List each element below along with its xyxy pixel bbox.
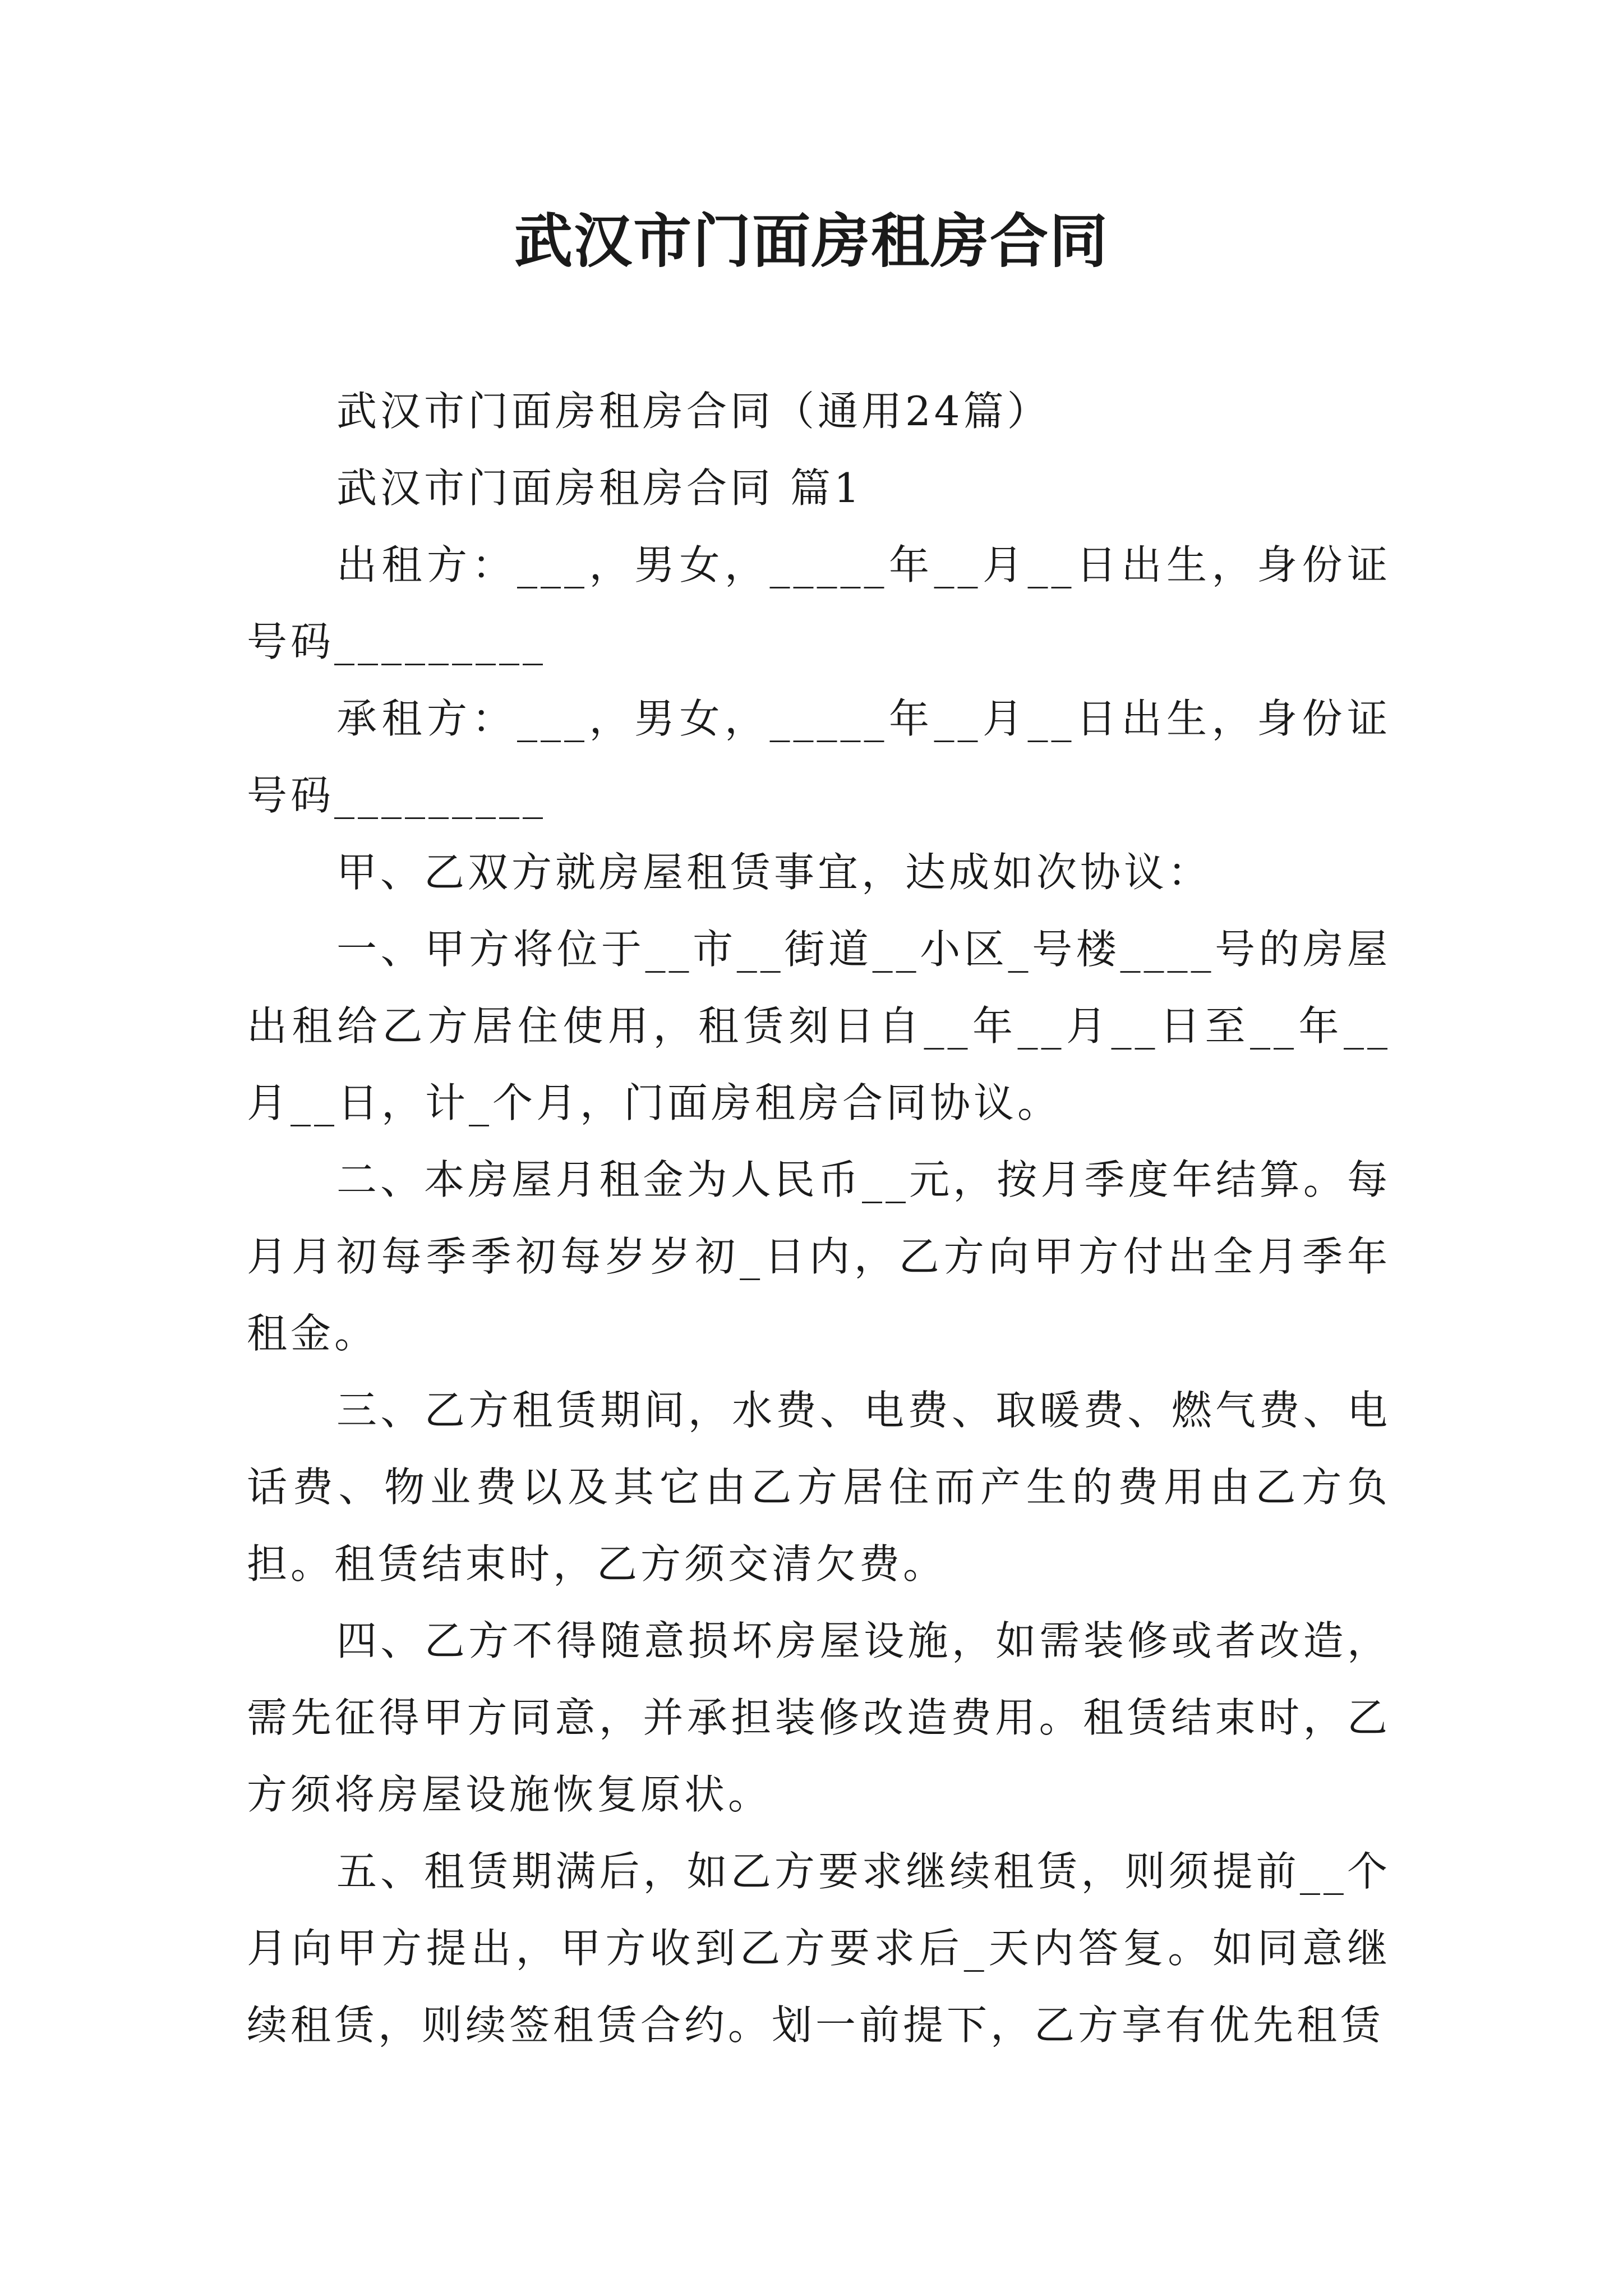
paragraph-clause-3: 三、乙方租赁期间，水费、电费、取暖费、燃气费、电话费、物业费以及其它由乙方居住而产生的费用由乙方负担。租赁结束时，乙方须交清欠费。 (247, 1387, 1391, 1588)
paragraph-lessee: 承租方：___，男女，_____年__月__日出生，身份证号码_________ (247, 695, 1391, 819)
paragraph-clause-2: 二、本房屋月租金为人民币__元，按月季度年结算。每月月初每季季初每岁岁初_日内，乙方向甲方付出全月季年租金。 (247, 1156, 1391, 1357)
paragraph-clause-4: 四、乙方不得随意损坏房屋设施，如需装修或者改造，需先征得甲方同意，并承担装修改造费用。租赁结束时，乙方须将房屋设施恢复原状。 (247, 1617, 1391, 1818)
document-body (247, 373, 1391, 2064)
paragraph-clause-5: 五、租赁期满后，如乙方要求继续租赁，则须提前__个月向甲方提出，甲方收到乙方要求后_天内答复。如同意继续租赁，则续签租赁合约。划一前提下，乙方享有优先租赁 (247, 1848, 1391, 2049)
paragraph-subtitle: 武汉市门面房租房合同（通用24篇） (336, 388, 1051, 435)
paragraph-section-heading: 武汉市门面房租房合同 篇1 (336, 464, 863, 512)
document-title: 武汉市门面房租房合同 (514, 207, 1109, 275)
paragraph-lessor: 出租方：___，男女，_____年__月__日出生，身份证号码_________ (247, 541, 1391, 665)
paragraph-agreement-intro: 甲、乙双方就房屋租赁事宜，达成如次协议： (336, 849, 1212, 896)
paragraph-clause-1: 一、甲方将位于__市__街道__小区_号楼____号的房屋出租给乙方居住使用，租赁刻日自__年__月__日至__年__月__日，计_个月，门面房租房合同协议。 (247, 926, 1391, 1126)
